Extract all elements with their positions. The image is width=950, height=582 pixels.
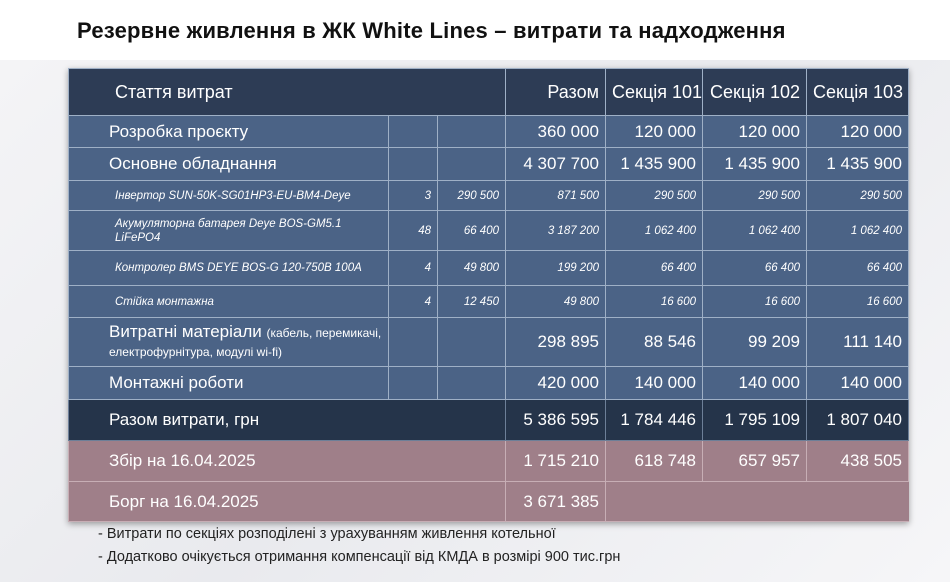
item-s103: 1 435 900 bbox=[807, 148, 909, 181]
item-s101: 290 500 bbox=[606, 181, 703, 211]
item-name bbox=[69, 286, 389, 318]
item-label: Розробка проєкту bbox=[109, 121, 249, 141]
table-row bbox=[69, 148, 909, 181]
collected-row-s103: 438 505 bbox=[807, 441, 909, 482]
item-s101: 1 062 400 bbox=[606, 211, 703, 251]
item-s103: 120 000 bbox=[807, 116, 909, 148]
item-quantity: 48 bbox=[389, 211, 438, 251]
item-s102: 16 600 bbox=[703, 286, 807, 318]
item-quantity bbox=[389, 318, 438, 367]
total-row-label: Разом витрати, грн bbox=[69, 400, 506, 441]
table-row bbox=[69, 251, 909, 286]
total-row-s102: 1 795 109 bbox=[703, 400, 807, 441]
debt-row-total: 3 671 385 bbox=[506, 482, 606, 522]
table-header-row bbox=[69, 69, 909, 116]
item-unit-price: 12 450 bbox=[438, 286, 506, 318]
header-item: Стаття витрат bbox=[69, 69, 506, 116]
header-section-101: Секція 101 bbox=[606, 69, 703, 116]
item-quantity: 3 bbox=[389, 181, 438, 211]
item-label: Акумуляторна батарея Deye BOS-GM5.1 LiFePO4 bbox=[115, 217, 342, 244]
header-section-102: Секція 102 bbox=[703, 69, 807, 116]
item-unit-price bbox=[438, 367, 506, 400]
item-unit-price: 66 400 bbox=[438, 211, 506, 251]
item-total: 199 200 bbox=[506, 251, 606, 286]
debt-row bbox=[69, 482, 909, 522]
item-quantity bbox=[389, 116, 438, 148]
item-s101: 1 435 900 bbox=[606, 148, 703, 181]
item-s103: 66 400 bbox=[807, 251, 909, 286]
item-label: Монтажні роботи bbox=[109, 373, 244, 392]
item-name bbox=[69, 318, 389, 367]
item-total: 3 187 200 bbox=[506, 211, 606, 251]
item-s101: 16 600 bbox=[606, 286, 703, 318]
item-s101: 66 400 bbox=[606, 251, 703, 286]
item-s102: 1 062 400 bbox=[703, 211, 807, 251]
item-s102: 99 209 bbox=[703, 318, 807, 367]
item-s102: 290 500 bbox=[703, 181, 807, 211]
item-s103: 140 000 bbox=[807, 367, 909, 400]
total-row-s103: 1 807 040 bbox=[807, 400, 909, 441]
item-s101: 140 000 bbox=[606, 367, 703, 400]
note-1: - Витрати по секціях розподілені з урахуванням живлення котельної bbox=[98, 526, 556, 542]
total-row-total: 5 386 595 bbox=[506, 400, 606, 441]
item-name bbox=[69, 181, 389, 211]
collected-row-s102: 657 957 bbox=[703, 441, 807, 482]
item-s101: 88 546 bbox=[606, 318, 703, 367]
item-unit-price: 49 800 bbox=[438, 251, 506, 286]
item-s103: 290 500 bbox=[807, 181, 909, 211]
table-row bbox=[69, 211, 909, 251]
debt-row-empty bbox=[606, 482, 909, 522]
item-total: 871 500 bbox=[506, 181, 606, 211]
table-row bbox=[69, 181, 909, 211]
item-unit-price bbox=[438, 318, 506, 367]
item-unit-price: 290 500 bbox=[438, 181, 506, 211]
item-label: Контролер BMS DEYE BOS-G 120-750В 100А bbox=[115, 262, 362, 274]
item-label: Інвертор SUN-50K-SG01HP3-EU-BM4-Deye bbox=[115, 189, 351, 202]
item-label: Стійка монтажна bbox=[115, 295, 214, 308]
table-row bbox=[69, 286, 909, 318]
table-row bbox=[69, 318, 909, 367]
item-s102: 120 000 bbox=[703, 116, 807, 148]
item-unit-price bbox=[438, 116, 506, 148]
item-s103: 111 140 bbox=[807, 318, 909, 367]
item-quantity: 4 bbox=[389, 251, 438, 286]
item-s103: 16 600 bbox=[807, 286, 909, 318]
item-total: 298 895 bbox=[506, 318, 606, 367]
page-title: Резервне живлення в ЖК White Lines – витрати та надходження bbox=[77, 18, 786, 43]
table-row bbox=[69, 116, 909, 148]
item-note: (кабель, перемикачі, електрофурнітура, модулі wi-fi) bbox=[109, 326, 382, 359]
item-total: 49 800 bbox=[506, 286, 606, 318]
collected-row-label: Збір на 16.04.2025 bbox=[69, 441, 506, 482]
item-name bbox=[69, 116, 389, 148]
table-row bbox=[69, 367, 909, 400]
item-name bbox=[69, 367, 389, 400]
item-name bbox=[69, 211, 389, 251]
header-total: Разом bbox=[506, 69, 606, 116]
item-label: Витратні матеріали bbox=[109, 322, 262, 341]
item-total: 420 000 bbox=[506, 367, 606, 400]
item-total: 360 000 bbox=[506, 116, 606, 148]
total-row-s101: 1 784 446 bbox=[606, 400, 703, 441]
note-2: - Додатково очікується отримання компенсації від КМДА в розмірі 900 тис.грн bbox=[98, 549, 621, 565]
item-quantity bbox=[389, 148, 438, 181]
item-s101: 120 000 bbox=[606, 116, 703, 148]
debt-row-label: Борг на 16.04.2025 bbox=[69, 482, 506, 522]
item-s103: 1 062 400 bbox=[807, 211, 909, 251]
expenses-table bbox=[68, 68, 909, 522]
collected-row-s101: 618 748 bbox=[606, 441, 703, 482]
item-label: Основне обладнання bbox=[109, 154, 277, 173]
header-section-103: Секція 103 bbox=[807, 69, 909, 116]
item-s102: 1 435 900 bbox=[703, 148, 807, 181]
collected-row-total: 1 715 210 bbox=[506, 441, 606, 482]
item-quantity: 4 bbox=[389, 286, 438, 318]
item-unit-price bbox=[438, 148, 506, 181]
item-quantity bbox=[389, 367, 438, 400]
item-s102: 140 000 bbox=[703, 367, 807, 400]
total-row bbox=[69, 400, 909, 441]
item-name bbox=[69, 251, 389, 286]
item-total: 4 307 700 bbox=[506, 148, 606, 181]
item-name bbox=[69, 148, 389, 181]
item-s102: 66 400 bbox=[703, 251, 807, 286]
collected-row bbox=[69, 441, 909, 482]
